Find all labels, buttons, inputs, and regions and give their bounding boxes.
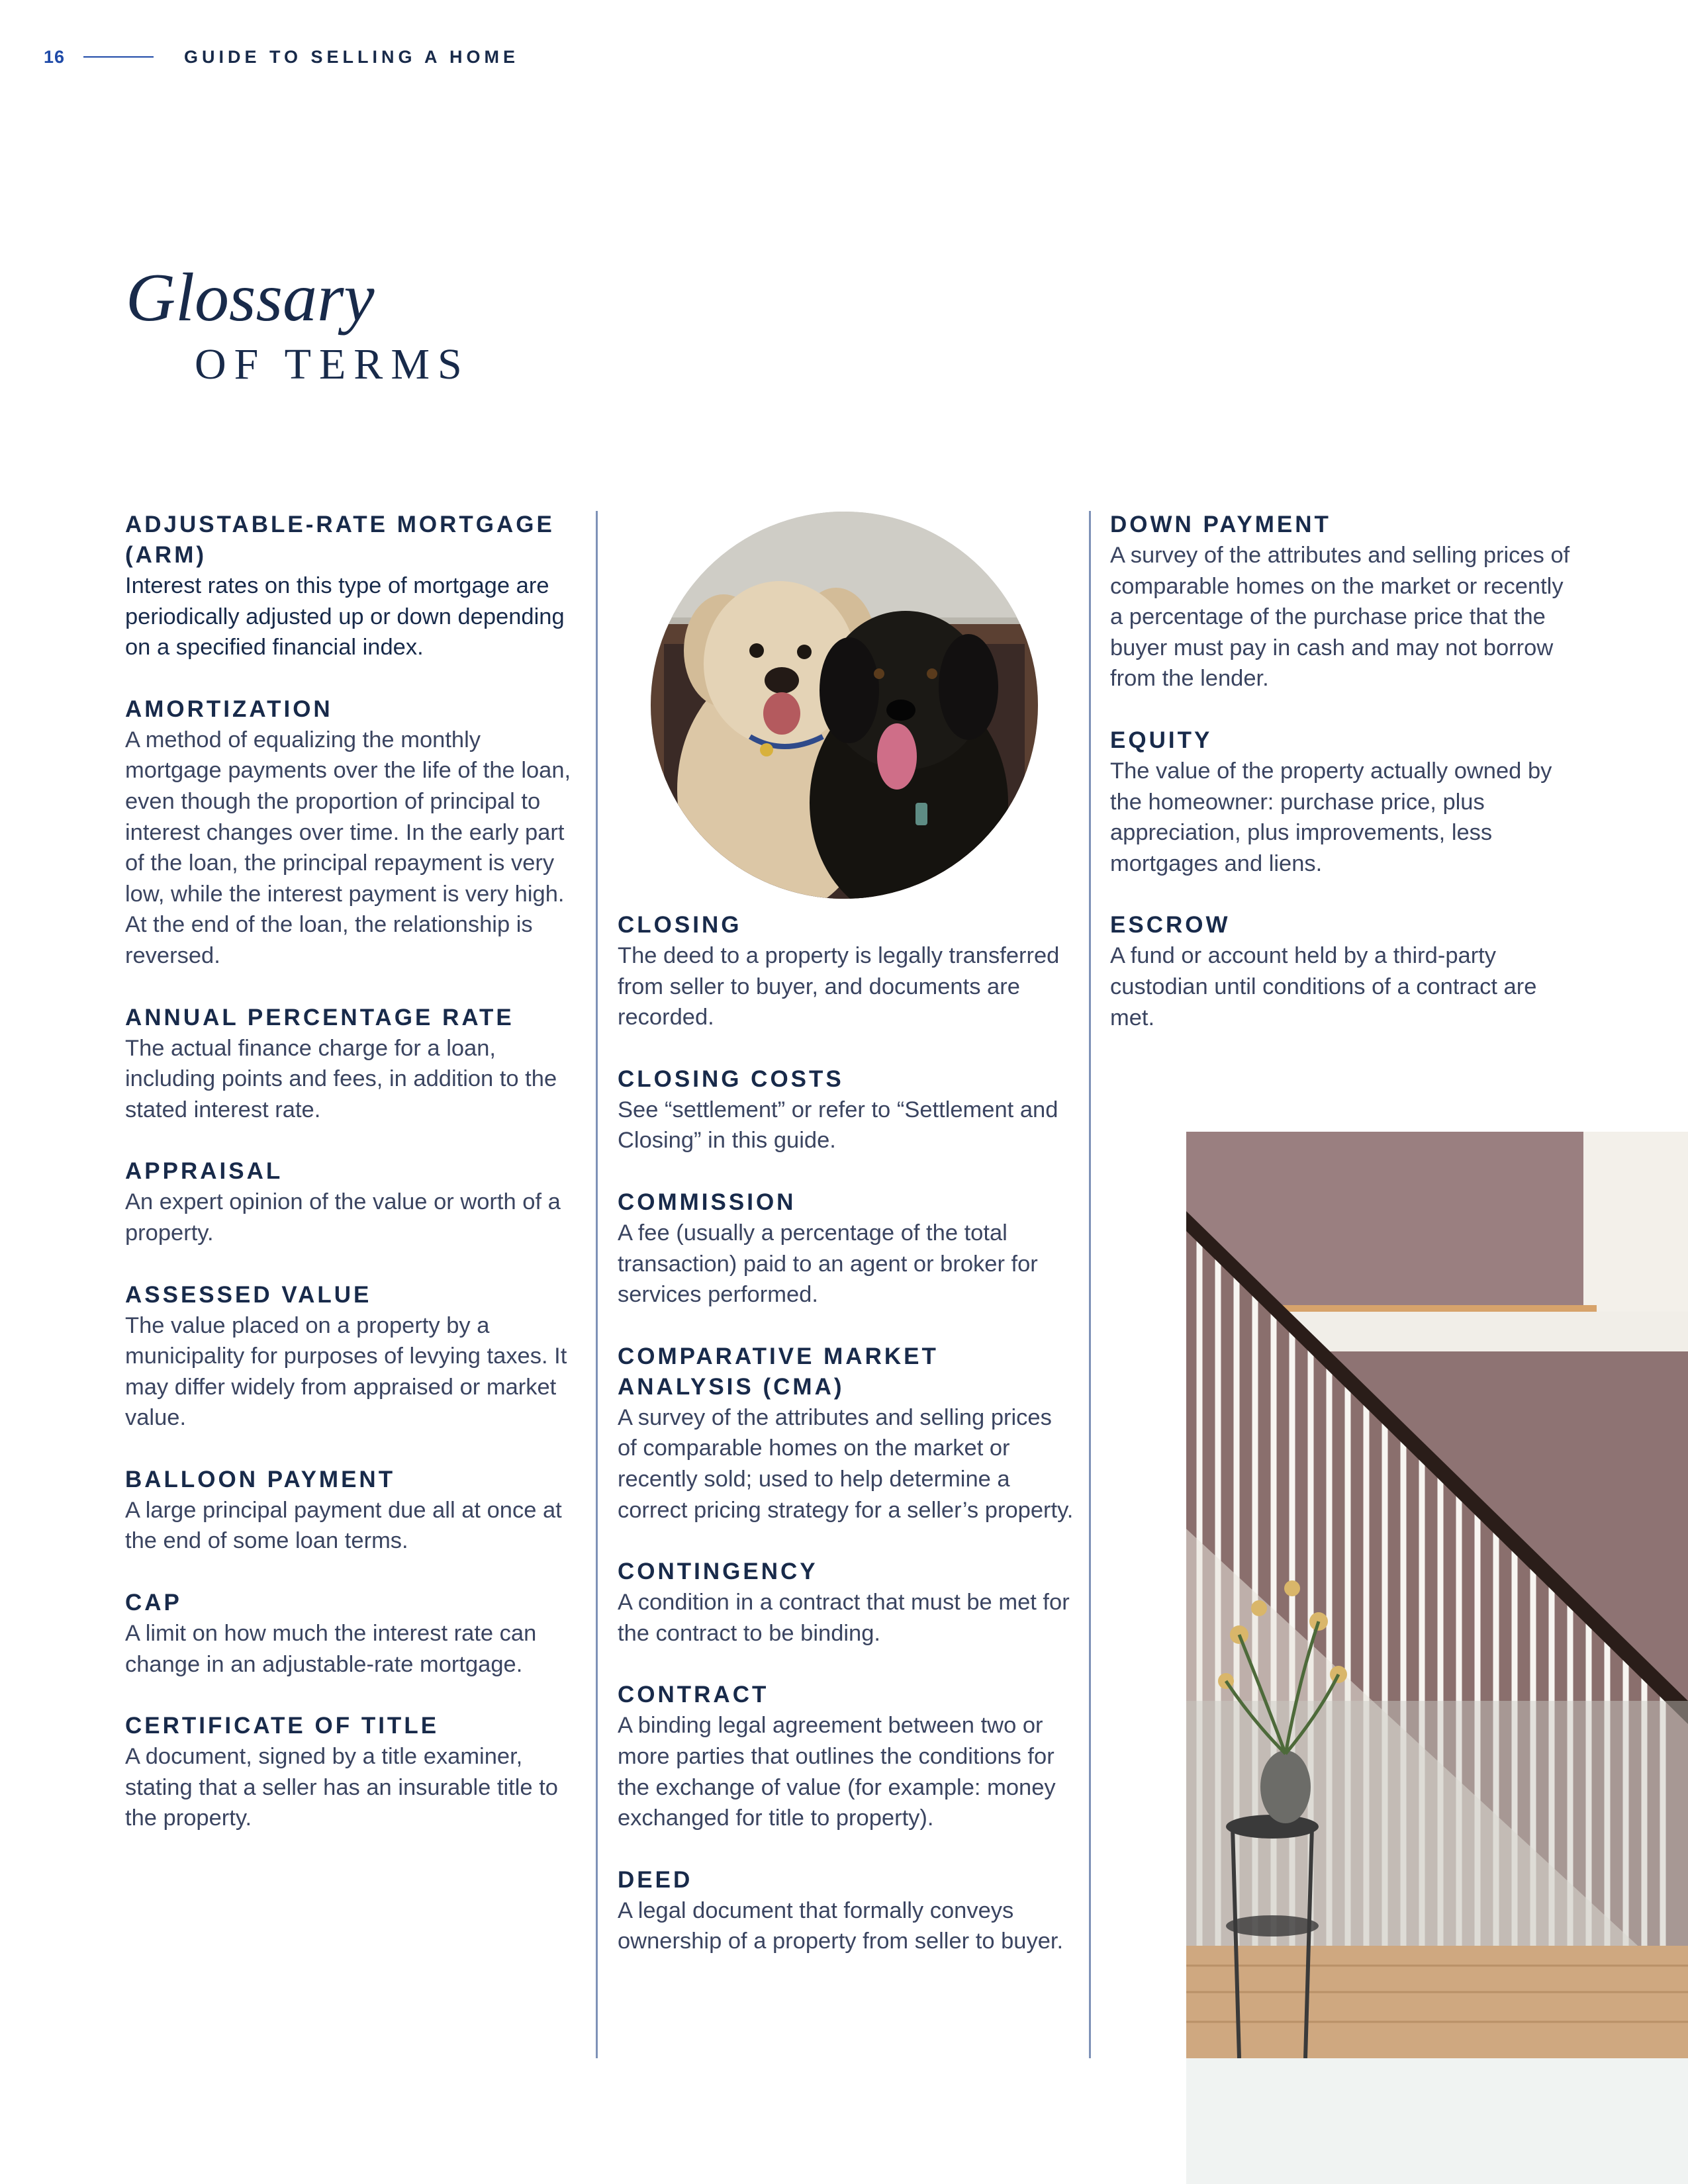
glossary-definition: The deed to a property is legally transferred from seller to buyer, and documents are recorded. — [618, 943, 1060, 1030]
glossary-definition: Interest rates on this type of mortgage are periodically adjusted up or down depending on a specified financial index. — [125, 573, 565, 660]
glossary-definition: The value of the property actually owned by the homeowner: purchase price, plus appreciation, plus improvements, less mortgages and liens. — [1110, 758, 1552, 876]
glossary-definition: A large principal payment due all at once at the end of some loan terms. — [125, 1497, 562, 1554]
staircase-photo — [1186, 1132, 1688, 2058]
glossary-definition: A binding legal agreement between two or more parties that outlines the conditions for the exchange of value (for example: money exchanged for title to property). — [618, 1713, 1056, 1831]
glossary-entry — [125, 510, 582, 663]
photo-margin-panel — [1186, 2058, 1688, 2184]
glossary-entry — [1110, 910, 1573, 1033]
glossary-term: DEED — [618, 1866, 693, 1893]
glossary-entry — [618, 1187, 1074, 1310]
glossary-term: COMMISSION — [618, 1189, 796, 1215]
glossary-term: CONTINGENCY — [618, 1559, 818, 1585]
glossary-term: ESCROW — [1110, 912, 1231, 938]
glossary-definition: See “settlement” or refer to “Settlement and Closing” in this guide. — [618, 1097, 1058, 1154]
page-number: 16 — [44, 46, 66, 67]
glossary-term: ADJUSTABLE-RATE MORTGAGE (ARM) — [125, 512, 555, 568]
glossary-entry — [125, 1465, 582, 1557]
dogs-photo — [651, 512, 1038, 899]
glossary-term: ANNUAL PERCENTAGE RATE — [125, 1004, 514, 1030]
glossary-definition: A limit on how much the interest rate can change in an adjustable-rate mortgage. — [125, 1621, 537, 1677]
title-caps: OF TERMS — [195, 340, 470, 388]
glossary-definition: A fee (usually a percentage of the total transaction) paid to an agent or broker for services performed. — [618, 1220, 1038, 1308]
glossary-term: AMORTIZATION — [125, 696, 333, 722]
glossary-entry — [618, 1557, 1074, 1649]
glossary-term: BALLOON PAYMENT — [125, 1466, 396, 1492]
header-rule — [83, 56, 154, 58]
glossary-term: ASSESSED VALUE — [125, 1281, 372, 1308]
glossary-entry — [618, 1680, 1074, 1833]
glossary-term: CLOSING COSTS — [618, 1066, 844, 1092]
page-header — [44, 44, 519, 70]
title-script: Glossary — [126, 259, 375, 336]
glossary-entry — [125, 1588, 582, 1680]
glossary-entry — [618, 1865, 1074, 1957]
glossary-entry — [618, 1064, 1074, 1156]
glossary-column-right — [1110, 510, 1573, 1064]
glossary-entry — [125, 694, 582, 972]
glossary-entry — [1110, 510, 1573, 694]
glossary-definition: A fund or account held by a third-party custodian until conditions of a contract are met. — [1110, 943, 1537, 1030]
glossary-entry — [618, 910, 1074, 1033]
glossary-definition: A legal document that formally conveys ownership of a property from seller to buyer. — [618, 1897, 1064, 1954]
glossary-column-middle — [618, 910, 1074, 1988]
glossary-definition: The value placed on a property by a municipality for purposes of levying taxes. It may differ widely from appraised or market value. — [125, 1312, 567, 1431]
glossary-entry — [125, 1156, 582, 1248]
glossary-definition: An expert opinion of the value or worth of a property. — [125, 1189, 561, 1246]
running-title: GUIDE TO SELLING A HOME — [184, 46, 520, 67]
column-divider-left — [596, 511, 598, 2058]
glossary-term: CLOSING — [618, 912, 742, 938]
glossary-term: CONTRACT — [618, 1682, 769, 1708]
glossary-entry — [125, 1003, 582, 1126]
glossary-term: CERTIFICATE OF TITLE — [125, 1713, 440, 1739]
glossary-term: EQUITY — [1110, 727, 1213, 753]
column-divider-right — [1089, 511, 1091, 2058]
glossary-term: DOWN PAYMENT — [1110, 512, 1331, 537]
glossary-entry — [1110, 725, 1573, 879]
glossary-definition: A survey of the attributes and selling prices of comparable homes on the market or recently sold; used to help determine a correct pricing strategy for a seller’s property. — [618, 1404, 1074, 1523]
glossary-definition: A condition in a contract that must be met for the contract to be binding. — [618, 1590, 1070, 1646]
glossary-definition: A survey of the attributes and selling prices of comparable homes on the market or recently a percentage of the purchase price that the buyer must pay in cash and may not borrow from the lender. — [1110, 543, 1570, 692]
glossary-term: CAP — [125, 1590, 182, 1616]
glossary-column-left — [125, 510, 582, 1865]
glossary-definition: A document, signed by a title examiner, stating that a seller has an insurable title to the property. — [125, 1744, 558, 1831]
page-title — [126, 261, 470, 390]
glossary-entry — [125, 1711, 582, 1834]
glossary-term: APPRAISAL — [125, 1158, 283, 1185]
glossary-term: COMPARATIVE MARKET ANALYSIS (CMA) — [618, 1343, 939, 1400]
glossary-definition: The actual finance charge for a loan, including points and fees, in addition to the stated interest rate. — [125, 1035, 557, 1122]
glossary-definition: A method of equalizing the monthly mortgage payments over the life of the loan, even though the proportion of principal to interest changes over time. In the early part of the loan, the principal repayment is very low, while the interest payment is very high. At the end of the loan, the relationship is reversed. — [125, 727, 571, 968]
glossary-entry — [125, 1280, 582, 1433]
glossary-entry — [618, 1342, 1074, 1525]
